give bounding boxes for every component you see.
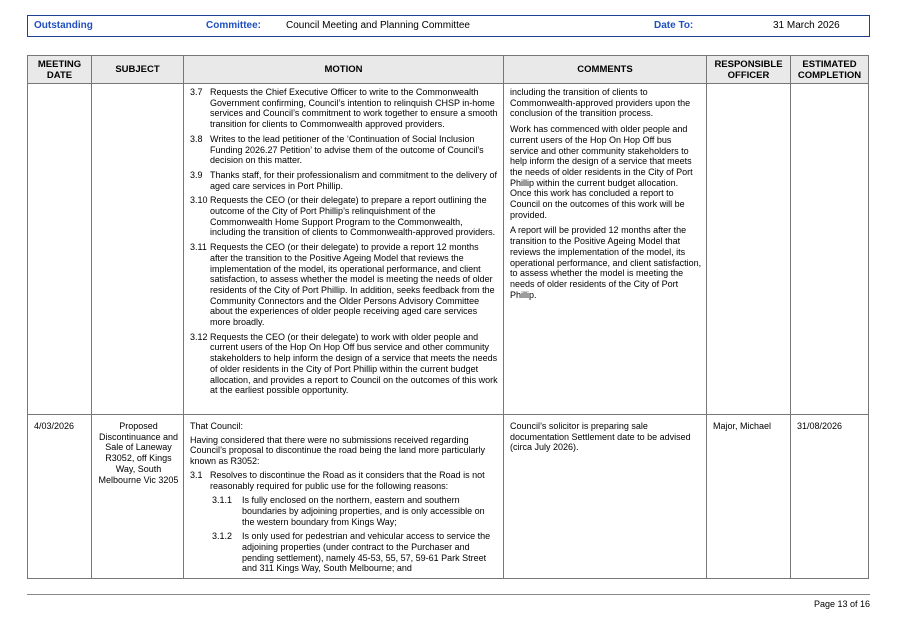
motion-subitem: 3.1.2 Is only used for pedestrian and vehicular access to service the adjoining properties (under contract to the Purchaser and pending settlement), namely 45-53, 55, 57, 59-61 Park Street and 311 Kings Way, South Melbourne; and [212,531,491,574]
col-header-estimated-completion: ESTIMATED COMPLETION [791,56,869,84]
cell-responsible-officer [707,84,791,415]
motion-subitem: 3.1.1 Is fully enclosed on the northern, eastern and southern boundaries by adjoining properties, and is only accessible on the western boundary from Kings Way; [212,495,485,527]
date-value: 31 March 2026 [773,20,840,31]
committee-value: Council Meeting and Planning Committee [286,20,470,31]
motion-item: 3.11 Requests the CEO (or their delegate) to provide a report 12 months after the transition to the Positive Ageing Model that reviews the implementation of the model, its operational performance, and client satisfaction, to assess whether the model is meeting the needs of older residents of the City of Port Phillip. In addition, seeks feedback from the Community Connectors and the Older Persons Advisory Committee about the experiences of older people receiving aged care services more broadly. [190,242,495,328]
cell-responsible-officer: Major, Michael [707,415,791,579]
motion-item: 3.10 Requests the CEO (or their delegate) to prepare a report outlining the outcome of the City of Port Phillip’s relinquishment of the Commonwealth Home Support Program to the Commonwealth, including the transition of clients to Commonwealth-approved providers. [190,195,496,238]
cell-subject [92,84,184,415]
table-row [28,415,869,579]
comment-paragraph: Work has commenced with older people and current users of the Hop On Hop Off bus service and other community stakeholders to help inform the design of a service that meets the needs of older residents in the City of Port Phillip within the current budget allocation. Once this work has concluded a report to Council on the outcomes of this work will be provided. [510,124,693,220]
table-row [28,84,869,415]
cell-estimated-completion [791,84,869,415]
comment-paragraph: A report will be provided 12 months after the transition to the Positive Ageing Model that reviews the implementation of the model, its operational performance, and client satisfaction, to assess whether the model is meeting the needs of older residents of the City of Port Phillip. [510,225,702,300]
date-label: Date To: [654,20,694,31]
cell-motion [184,415,504,579]
motion-item: 3.12 Requests the CEO (or their delegate) to work with older people and current users of the Hop On Hop Off bus service and other community stakeholders to help inform the design of a service that meets the needs of older residents in the City of Port Phillip within the current budget allocation, and provides a report to Council on the outcomes of this work at the earliest possible opportunity. [190,331,498,396]
comment-paragraph: including the transition of clients to Commonwealth-approved providers upon the conclusion of the transition process. [510,87,691,119]
section-label: Outstanding [34,20,93,31]
col-header-comments: COMMENTS [504,56,707,84]
cell-meeting-date [28,84,92,415]
cell-comments [504,84,707,415]
motion-item: 3.8 Writes to the lead petitioner of the ‘Continuation of Social Inclusion Funding 2026.27 Petition’ to advise them of the outcome of Council’s decision on this matter. [190,133,484,166]
committee-label: Committee: [206,20,262,31]
table-header-row [28,56,869,84]
page-number: Page 13 of 16 [813,599,870,609]
motion-item: 3.9 Thanks staff, for their professionalism and commitment to the delivery of aged care services in Port Phillip. [190,169,497,191]
col-header-motion: MOTION [184,56,504,84]
cell-motion [184,84,504,415]
col-header-meeting-date: MEETING DATE [28,56,92,84]
footer-divider [27,594,870,595]
col-header-subject: SUBJECT [92,56,184,84]
motion-intro: That Council: [190,421,244,431]
motion-item: 3.1 Resolves to discontinue the Road as it considers that the Road is not reasonably required for public use for the following reasons: [190,469,485,491]
cell-subject: Proposed Discontinuance and Sale of Laneway R3052, off Kings Way, South Melbourne Vic 3205 [92,415,184,579]
report-header [27,15,870,37]
actions-table [27,55,869,579]
col-header-responsible-officer: RESPONSIBLE OFFICER [707,56,791,84]
cell-meeting-date: 4/03/2026 [28,415,92,579]
cell-estimated-completion: 31/08/2026 [791,415,869,579]
motion-paragraph: Having considered that there were no submissions received regarding Council’s proposal to discontinue the road being the land more particularly known as R3052: [190,434,486,467]
motion-item: 3.7 Requests the Chief Executive Officer to write to the Commonwealth Government confirming, Council’s intention to relinquish CHSP in-home services and Council’s commitment to work together to ensure a smooth transition for clients to Commonwealth approved providers. [190,87,498,130]
cell-comments: Council’s solicitor is preparing sale documentation Settlement date to be advised (circa July 2026). [504,415,707,579]
